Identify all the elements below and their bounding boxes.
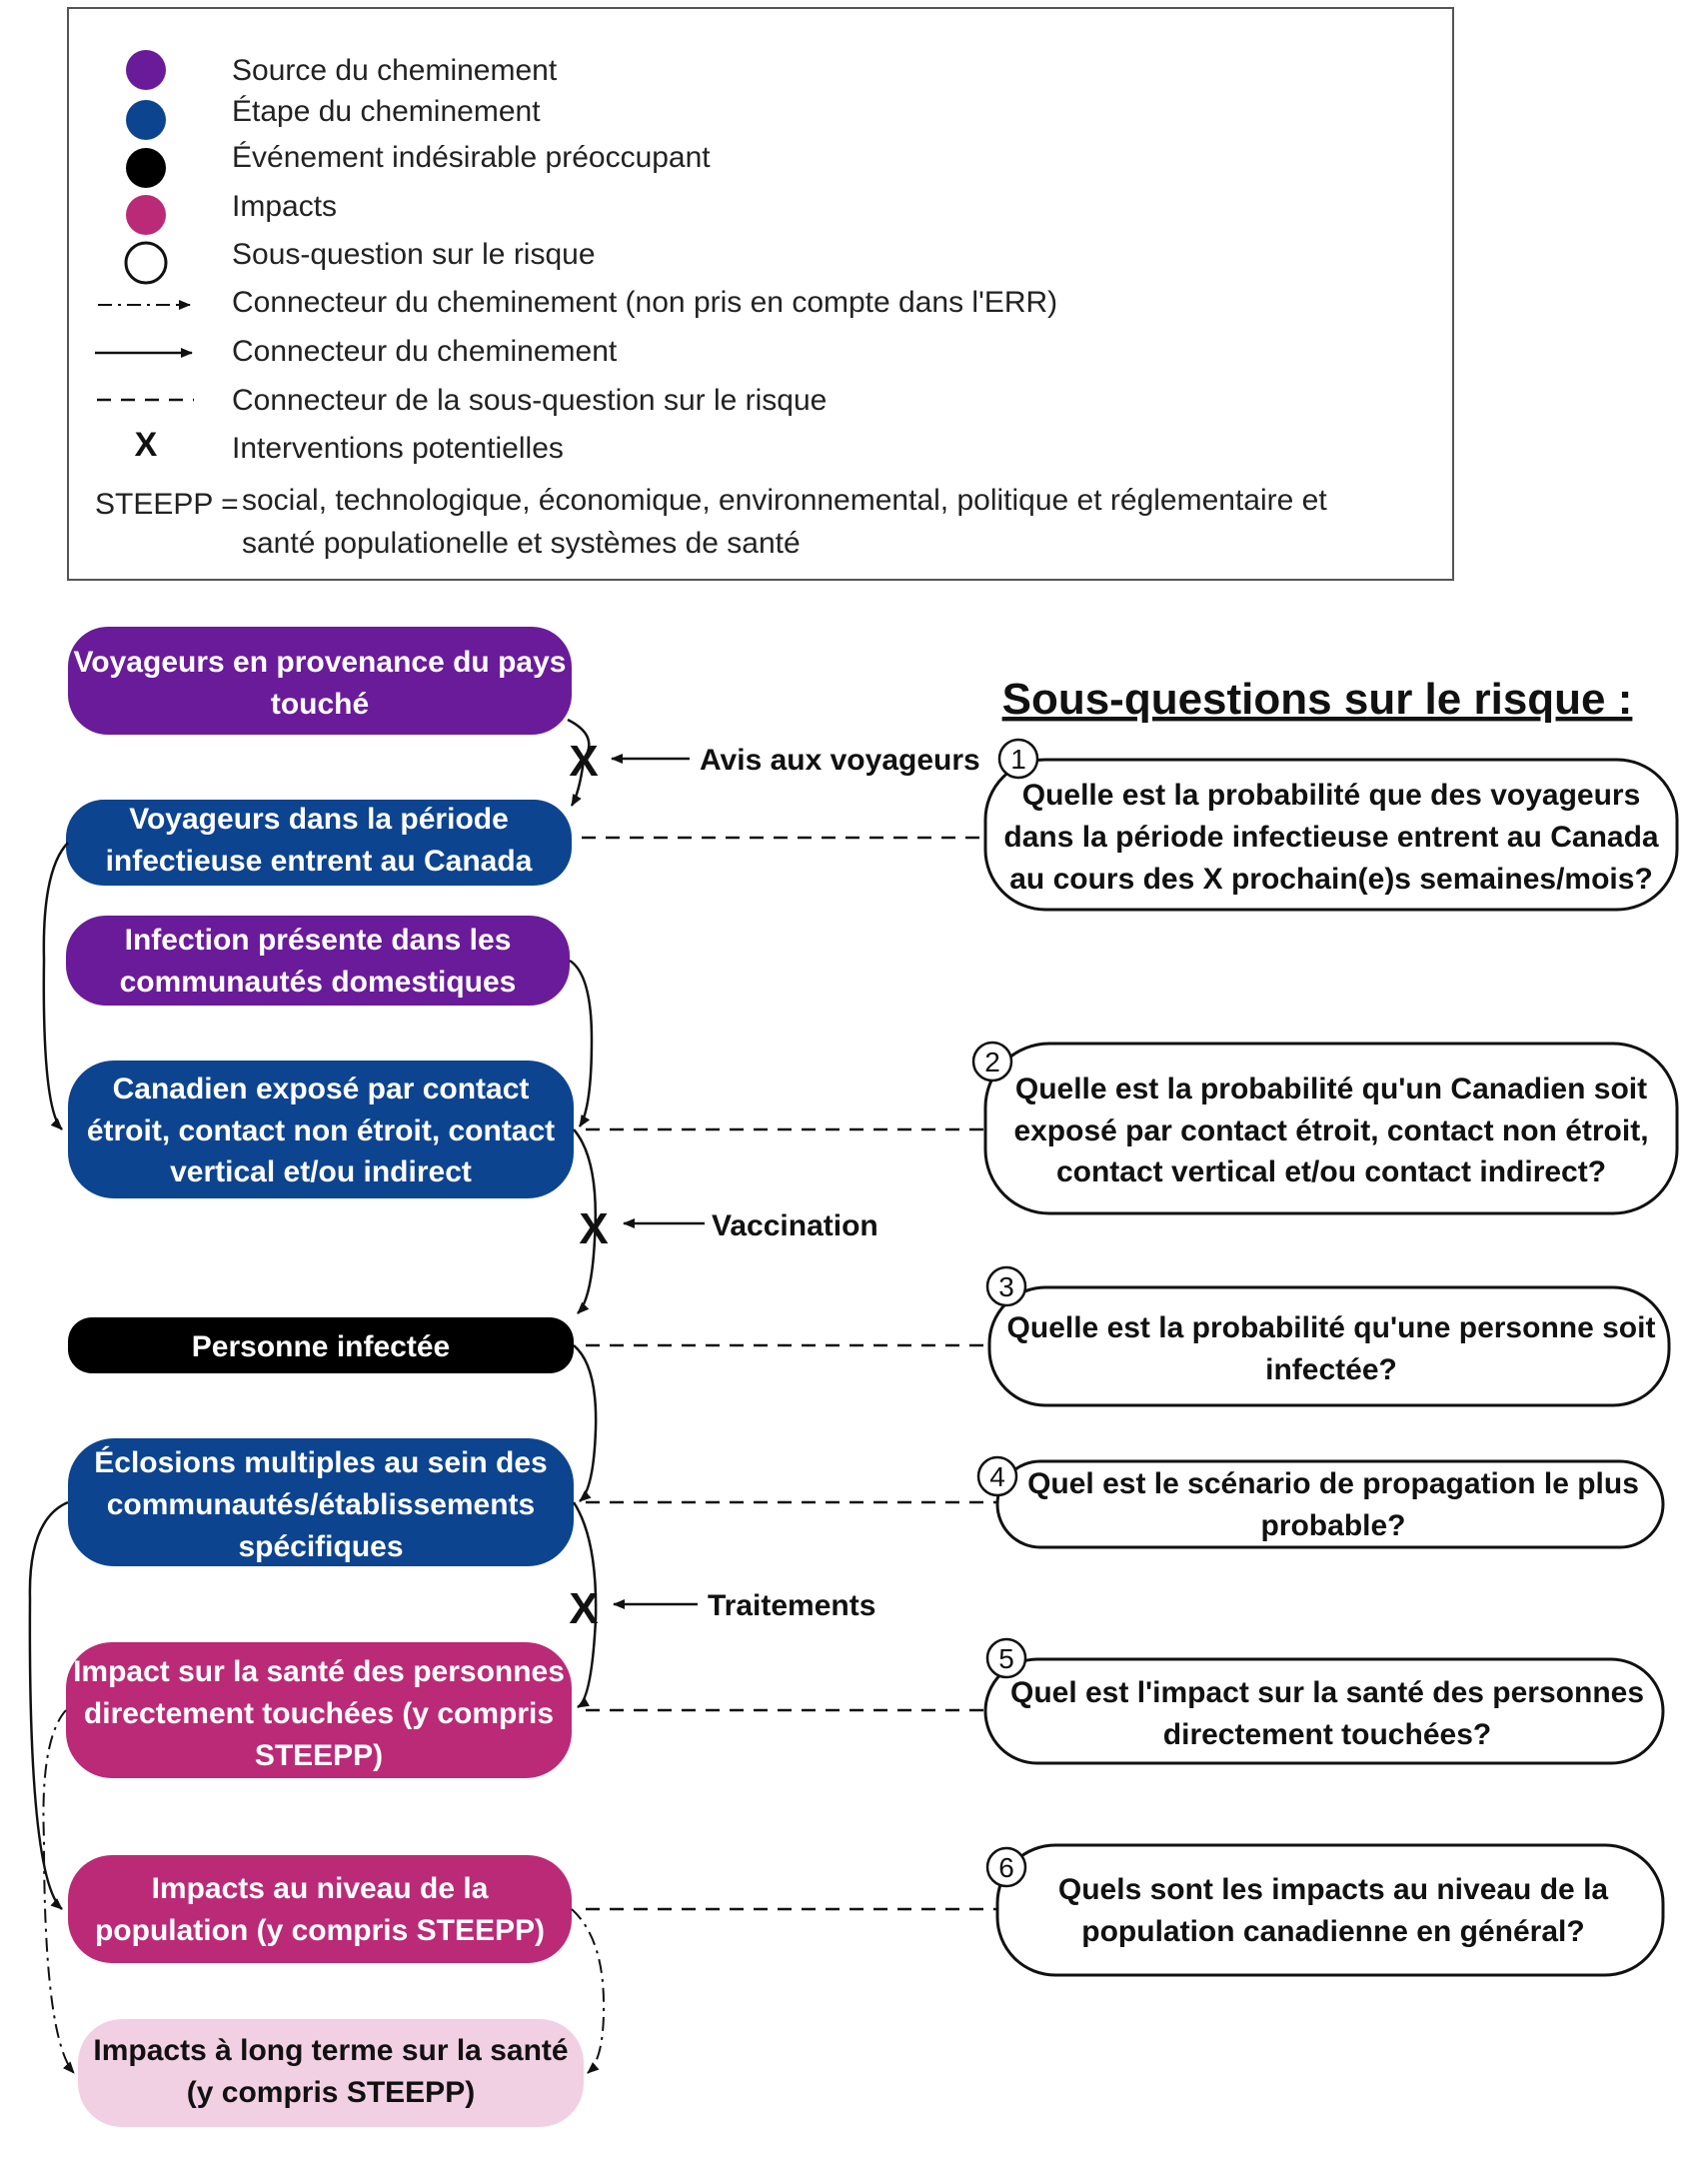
legend-label: Impacts <box>232 190 338 223</box>
svg-text:STEEPP): STEEPP) <box>254 1739 384 1772</box>
svg-text:Impact sur la santé des person: Impact sur la santé des personnes <box>73 1655 565 1688</box>
svg-text:communautés domestiques: communautés domestiques <box>119 966 517 999</box>
intervention-label: Vaccination <box>712 1209 878 1242</box>
pathway-connector <box>30 1502 68 1909</box>
svg-text:directement touchées?: directement touchées? <box>1162 1718 1492 1751</box>
sub-question-6 <box>987 1845 1663 1975</box>
svg-text:Quel est le scénario de propag: Quel est le scénario de propagation le plus <box>1027 1467 1639 1500</box>
purple-dot-icon <box>126 50 166 90</box>
svg-text:Infection présente dans les: Infection présente dans les <box>124 924 512 957</box>
legend-label: Interventions potentielles <box>232 432 564 465</box>
node-population-impacts <box>68 1855 572 1963</box>
svg-text:Quelle est la probabilité qu'u: Quelle est la probabilité qu'une personne soit <box>1006 1311 1656 1344</box>
svg-text:directement touchées (y compri: directement touchées (y compris <box>83 1697 555 1730</box>
svg-text:Personne infectée: Personne infectée <box>191 1330 451 1363</box>
svg-text:Quelle est la probabilité que: Quelle est la probabilité que des voyageurs <box>1021 779 1641 812</box>
svg-text:2: 2 <box>984 1047 1000 1078</box>
svg-text:5: 5 <box>998 1643 1014 1674</box>
svg-text:(y compris STEEPP): (y compris STEEPP) <box>186 2076 476 2109</box>
node-domestic-infection <box>66 916 570 1006</box>
legend-label: Étape du cheminement <box>232 95 541 128</box>
svg-text:1: 1 <box>1010 744 1026 775</box>
node-health-impact-direct <box>66 1642 572 1778</box>
intervention-x-mark: X <box>569 737 599 786</box>
svg-text:Impacts au niveau de la: Impacts au niveau de la <box>151 1872 489 1905</box>
sub-question-4 <box>978 1457 1663 1547</box>
legend-label: Connecteur du cheminement (non pris en compte dans l'ERR) <box>232 286 1058 319</box>
steepp-definition: santé populationelle et systèmes de santé <box>242 527 801 560</box>
legend-label: Connecteur du cheminement <box>232 335 618 368</box>
svg-text:Voyageurs en provenance du pay: Voyageurs en provenance du pays <box>73 646 567 679</box>
blue-dot-icon <box>126 100 166 140</box>
svg-text:Quelle est la probabilité qu'u: Quelle est la probabilité qu'un Canadien soit <box>1014 1073 1648 1105</box>
svg-text:Éclosions multiples au sein de: Éclosions multiples au sein des <box>94 1446 548 1479</box>
legend-label: Sous-question sur le risque <box>232 238 596 271</box>
svg-text:vertical et/ou indirect: vertical et/ou indirect <box>170 1155 472 1188</box>
svg-text:Quels sont les impacts au nive: Quels sont les impacts au niveau de la <box>1057 1873 1609 1906</box>
node-canadian-exposed <box>68 1061 574 1198</box>
pathway-connector <box>574 1345 596 1501</box>
intervention-label: Traitements <box>708 1589 876 1622</box>
svg-text:population (y compris STEEPP): population (y compris STEEPP) <box>94 1914 546 1947</box>
steepp-key: STEEPP = <box>95 488 239 521</box>
svg-text:étroit, contact non étroit, co: étroit, contact non étroit, contact <box>86 1114 556 1147</box>
svg-text:3: 3 <box>998 1271 1014 1302</box>
svg-text:4: 4 <box>989 1461 1005 1492</box>
svg-text:Impacts à long terme sur la sa: Impacts à long terme sur la santé <box>93 2034 569 2067</box>
black-dot-icon <box>126 148 166 188</box>
open-circle-icon <box>126 243 166 283</box>
intervention-x-mark: X <box>569 1584 599 1633</box>
magenta-dot-icon <box>126 195 166 235</box>
svg-text:exposé par contact étroit, con: exposé par contact étroit, contact non étroit, <box>1013 1114 1649 1147</box>
svg-text:touché: touché <box>270 688 370 721</box>
svg-text:spécifiques: spécifiques <box>238 1530 404 1563</box>
svg-text:6: 6 <box>998 1852 1014 1883</box>
sub-questions-title: Sous-questions sur le risque : <box>1001 675 1633 724</box>
svg-text:dans la période infectieuse en: dans la période infectieuse entrent au Canada <box>1003 821 1659 854</box>
legend-label: Événement indésirable préoccupant <box>232 141 711 174</box>
svg-text:Canadien exposé par contact: Canadien exposé par contact <box>112 1073 530 1105</box>
sub-question-1 <box>985 740 1677 910</box>
steepp-definition: social, technologique, économique, environnemental, politique et réglementaire et <box>242 484 1327 517</box>
svg-text:Quel est l'impact sur la santé: Quel est l'impact sur la santé des personnes <box>1009 1676 1645 1709</box>
svg-text:contact vertical et/ou contact: contact vertical et/ou contact indirect? <box>1055 1155 1607 1188</box>
legend-label: Connecteur de la sous-question sur le risque <box>232 384 828 417</box>
x-mark-icon: X <box>134 426 158 464</box>
node-long-term-impacts <box>78 2019 584 2127</box>
sub-question-5 <box>985 1639 1663 1763</box>
node-person-infected <box>68 1317 574 1373</box>
intervention-x-mark: X <box>579 1204 609 1253</box>
node-multiple-outbreaks <box>68 1438 574 1566</box>
intervention-label: Avis aux voyageurs <box>700 744 980 777</box>
svg-text:infectée?: infectée? <box>1265 1353 1397 1386</box>
node-travelers-enter-canada <box>66 800 572 886</box>
svg-text:population canadienne en génér: population canadienne en général? <box>1081 1915 1585 1948</box>
svg-text:au cours des X prochain(e)s se: au cours des X prochain(e)s semaines/mois? <box>1009 863 1653 896</box>
legend-label: Source du cheminement <box>232 54 558 87</box>
sub-question-3 <box>987 1267 1669 1405</box>
svg-text:Voyageurs dans la période: Voyageurs dans la période <box>129 803 509 836</box>
sub-question-2 <box>973 1043 1677 1213</box>
svg-text:communautés/établissements: communautés/établissements <box>106 1488 536 1521</box>
svg-text:probable?: probable? <box>1260 1509 1406 1542</box>
node-source-travelers <box>68 627 572 735</box>
pathway-connector <box>44 843 68 1129</box>
svg-text:infectieuse entrent au Canada: infectieuse entrent au Canada <box>105 845 533 878</box>
